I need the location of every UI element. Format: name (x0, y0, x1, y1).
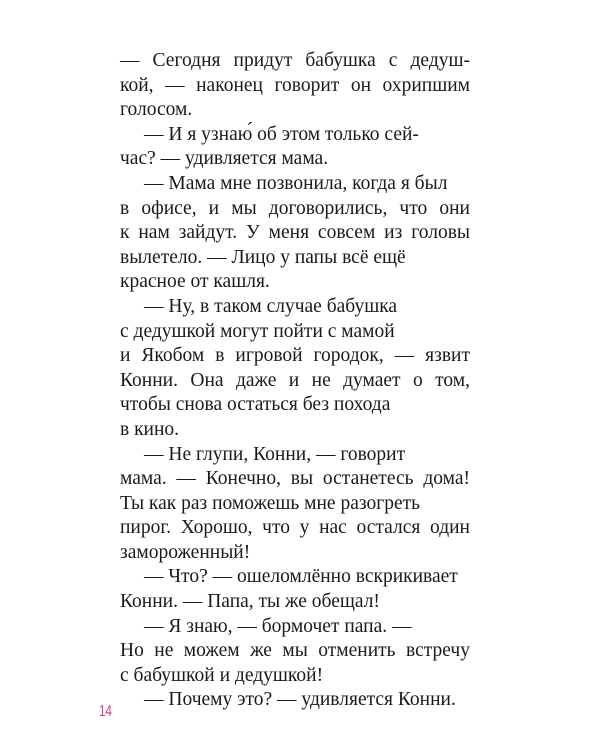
text-line: Ты как раз поможешь мне разогреть (120, 492, 421, 514)
text-line: Конни. — Папа, ты же обещал! (120, 591, 380, 613)
text-line: Конни. Она даже и не думает о том, (120, 369, 470, 391)
text-line: Но не можем же мы отменить встречу (120, 640, 470, 662)
text-line: чтобы снова остаться без похода (120, 394, 391, 416)
text-line: — И я узнаю́ об этом только сей- (144, 123, 419, 145)
text-line: красное от кашля. (120, 271, 270, 293)
text-line: — Я знаю, — бормочет папа. — (144, 615, 412, 637)
text-line: — Не глупи, Конни, — говорит (144, 443, 406, 465)
text-line: в кино. (120, 418, 180, 440)
text-line: к нам зайдут. У меня совсем из головы (120, 222, 470, 244)
text-line: — Почему это? — удивляется Конни. (144, 689, 456, 711)
text-line: с дедушкой могут пойти с мамой (120, 320, 395, 342)
text-line: голосом. (120, 99, 193, 121)
text-line: — Что? — ошеломлённо вскрикивает (144, 566, 458, 588)
text-line: мама. — Конечно, вы останетесь дома! (120, 468, 470, 490)
text-line: — Мама мне позвонила, когда я был (144, 172, 448, 194)
text-line: с бабушкой и дедушкой! (120, 664, 324, 686)
text-line: вылетело. — Лицо у папы всё ещё (120, 246, 406, 268)
text-line: — Ну, в таком случае бабушка (144, 295, 398, 317)
text-line: замороженный! (120, 541, 251, 563)
text-line: в офисе, и мы договорились, что они (120, 197, 470, 219)
text-line: — Сегодня придут бабушка с дедуш- (120, 50, 470, 71)
page-number: 14 (99, 703, 112, 720)
body-text (120, 49, 470, 713)
text-line: и Якобом в игровой городок, — язвит (120, 345, 470, 367)
text-line: пирог. Хорошо, что у нас остался один (120, 517, 470, 539)
text-line: час? — удивляется мама. (120, 148, 329, 170)
text-line: кой, — наконец говорит он охрипшим (120, 74, 470, 96)
